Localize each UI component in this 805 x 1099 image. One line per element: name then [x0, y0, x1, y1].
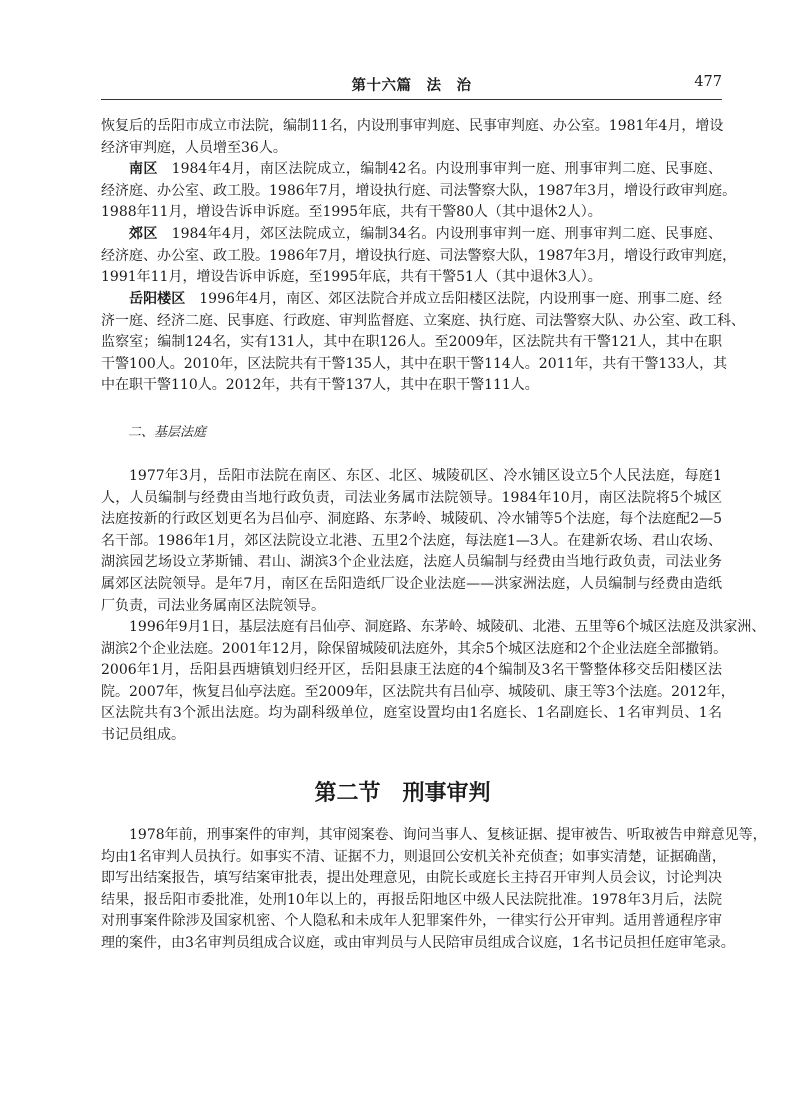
text-line: 1984年4月，郊区法院成立，编制34名。内设刑事审判一庭、刑事审判二庭、民事庭、	[171, 226, 722, 242]
text-line: 湖滨园艺场设立茅斯铺、君山、湖滨3个企业法庭，法庭人员编制与经费由当地行政负责，司法业务	[101, 554, 722, 571]
text-line: 1996年4月，南区、郊区法院合并成立岳阳楼区法院，内设刑事一庭、刑事二庭、经	[199, 291, 723, 307]
text-line: 1996年9月1日，基层法庭有吕仙亭、洞庭路、东茅岭、城陵矶、北港、五里等6个城区法庭及洪家洲、	[129, 619, 766, 635]
text-line: 1978年前，刑事案件的审判，其审阅案卷、询问当事人、复核证据、提审被告、听取被告申辩意见等，	[129, 827, 767, 843]
text-line: 人，人员编制与经费由当地行政负责，司法业务属市法院领导。1984年10月，南区法院将5个城区	[101, 489, 722, 506]
paragraph-nanqu	[101, 159, 737, 224]
text-line: 法庭按新的行政区划更名为吕仙亭、洞庭路、东茅岭、城陵矶、冷水铺等5个法庭，每个法庭配2—5	[101, 511, 722, 528]
text-line: 1988年11月，增设告诉申诉庭。至1995年底，共有干警80人（其中退休2人）。	[101, 204, 602, 221]
paragraph-court-restored	[101, 116, 722, 159]
text-line: 均由1名审判人员执行。如事实不清、证据不力，则退回公安机关补充侦查；如事实清楚，证据确凿，	[101, 848, 726, 865]
section-title: 第二节 刑事审判	[314, 781, 491, 806]
chapter-title: 第十六篇 法 治	[351, 77, 472, 94]
paragraph-lead: 南区	[129, 161, 158, 177]
paragraph-1978	[101, 825, 767, 955]
paragraph-lead: 岳阳楼区	[129, 291, 186, 307]
text-line: 经济庭、办公室、政工股。1986年7月，增设执行庭、司法警察大队，1987年3月，增设行政审判庭，	[101, 247, 737, 264]
text-line: 结果，报岳阳市委批准，处刑10年以上的，再报岳阳地区中级人民法院批准。1978年3月后，法院	[101, 891, 722, 908]
text-line: 2006年1月，岳阳县西塘镇划归经开区，岳阳县康王法庭的4个编制及3名干警整体移交岳阳楼区法	[101, 662, 722, 679]
text-line: 1991年11月，增设告诉申诉庭，至1995年底，共有干警51人（其中退休3人）。	[101, 269, 602, 286]
text-line: 区法院共有3个派出法庭。均为副科级单位，庭室设置均由1名庭长、1名副庭长、1名审判员、1名	[101, 705, 722, 722]
paragraph-yueyanglou	[101, 289, 745, 397]
paragraph-lead: 郊区	[129, 226, 158, 242]
text-line: 1977年3月，岳阳市法院在南区、东区、北区、城陵矶区、冷水铺区设立5个人民法庭，每庭1	[129, 468, 722, 484]
text-line: 监察室；编制124名，实有131人，其中在职126人。至2009年，区法院共有干警121人，其中在职	[101, 334, 722, 351]
text-line: 经济审判庭，人员增至36人。	[101, 139, 287, 156]
paragraph-jiaoqu	[101, 224, 737, 289]
text-line: 中在职干警110人。2012年，共有干警137人，其中在职干警111人。	[101, 377, 539, 394]
page-number: 477	[694, 74, 722, 90]
subheading: 二、基层法庭	[128, 425, 207, 440]
running-header	[101, 74, 722, 98]
text-line: 对刑事案件除涉及国家机密、个人隐私和未成年人犯罪案件外，一律实行公开审判。适用普通程序审	[101, 913, 722, 930]
text-line: 干警100人。2010年，区法院共有干警135人，其中在职干警114人。2011年，共有干警133人，其	[101, 355, 728, 372]
text-line: 湖滨2个企业法庭。2001年12月，除保留城陵矶法庭外，其余5个城区法庭和2个企业法庭全部撤销。	[101, 640, 728, 657]
paragraph-1977	[101, 466, 722, 617]
text-line: 济一庭、经济二庭、民事庭、行政庭、审判监督庭、立案庭、执行庭、司法警察大队、办公室、政工科、	[101, 312, 745, 329]
text-line: 恢复后的岳阳市成立市法院，编制11名，内设刑事审判庭、民事审判庭、办公室。1981年4月，增设	[101, 118, 724, 134]
text-line: 理的案件，由3名审判员组成合议庭，或由审判员与人民陪审员组成合议庭，1名书记员担任庭审笔录。	[101, 934, 735, 951]
text-line: 名干部。1986年1月，郊区法院设立北港、五里2个法庭，每法庭1—3人。在建新农场、君山农场、	[101, 532, 722, 549]
text-line: 院。2007年，恢复吕仙亭法庭。至2009年，区法院共有吕仙亭、城陵矶、康王等3个法庭。2012年，	[101, 683, 735, 700]
text-line: 即写出结案报告，填写结案审批表，提出处理意见，由院长或庭长主持召开审判人员会议，讨论判决	[101, 870, 722, 887]
paragraph-1996	[101, 617, 766, 747]
text-line: 厂负责，司法业务属南区法院领导。	[101, 597, 325, 614]
text-line: 书记员组成。	[101, 726, 185, 743]
text-line: 1984年4月，南区法院成立，编制42名。内设刑事审判一庭、刑事审判二庭、民事庭、	[171, 161, 722, 177]
text-line: 经济庭、办公室、政工股。1986年7月，增设执行庭、司法警察大队，1987年3月，增设行政审判庭。	[101, 182, 737, 199]
text-line: 属郊区法院领导。是年7月，南区在岳阳造纸厂设企业法庭——洪家洲法庭，人员编制与经费由造纸	[101, 575, 722, 592]
header-rule	[101, 99, 722, 100]
